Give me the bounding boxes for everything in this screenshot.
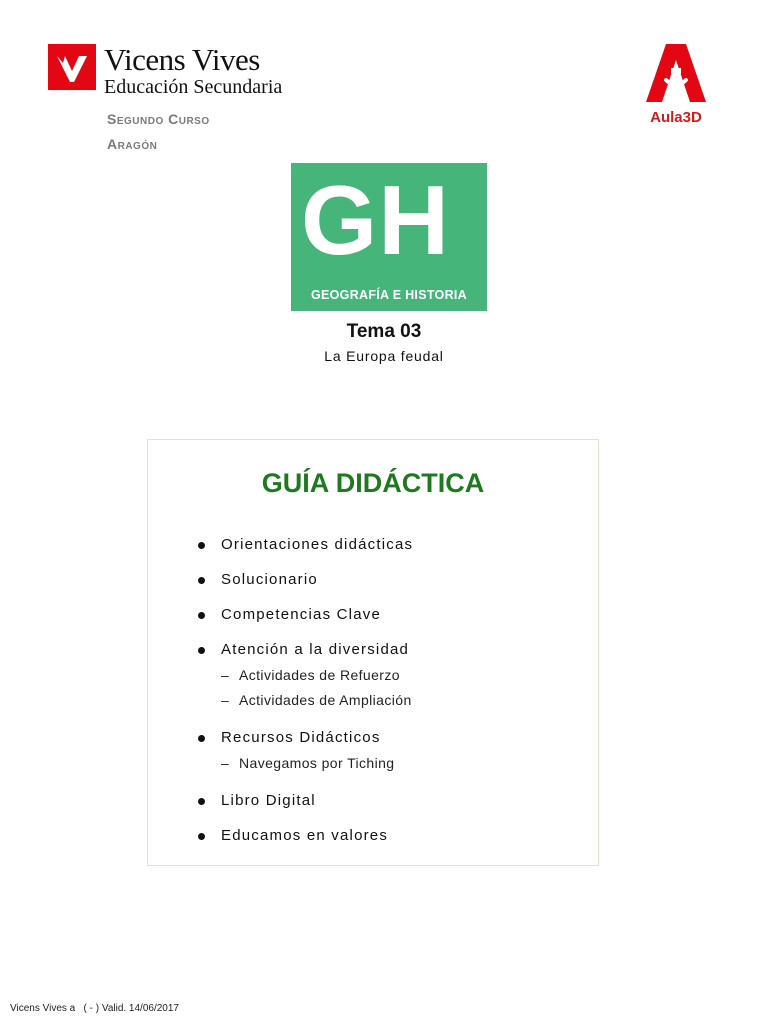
guide-sublist — [221, 751, 588, 776]
aula3d-logo — [640, 44, 712, 126]
guide-item-solucionario[interactable] — [198, 570, 588, 590]
dash-icon: – — [221, 755, 230, 771]
guide-list — [198, 535, 588, 861]
course-level: Segundo Curso — [107, 111, 210, 127]
unit-subtitle: La Europa feudal — [324, 348, 444, 364]
guide-title: GUÍA DIDÁCTICA — [261, 468, 485, 498]
footer-note: Vicens Vives a ( - ) Valid. 14/06/2017 — [10, 1003, 179, 1014]
guide-subitem-ampliacion[interactable] — [221, 688, 588, 713]
guide-item-atencion[interactable] — [198, 640, 588, 713]
bullet-icon — [198, 612, 205, 619]
guide-item-valores[interactable] — [198, 826, 588, 846]
course-info — [107, 107, 210, 157]
bullet-icon — [198, 542, 205, 549]
guide-subitem-label: Actividades de Ampliación — [239, 692, 412, 708]
subject-logo-letters: GH — [301, 165, 450, 275]
bullet-icon — [198, 647, 205, 654]
guide-item-libro-digital[interactable] — [198, 791, 588, 811]
vicens-vives-logo-icon — [48, 44, 96, 90]
bullet-icon — [198, 735, 205, 742]
guide-subitem-tiching[interactable] — [221, 751, 588, 776]
aula-a-icon — [644, 44, 708, 102]
guide-item-label: Orientaciones didácticas — [221, 536, 414, 553]
aula-prefix: Aula — [650, 109, 683, 126]
dash-icon: – — [221, 667, 230, 683]
guide-box — [147, 439, 599, 866]
aula-suffix: 3D — [682, 109, 702, 126]
bullet-icon — [198, 577, 205, 584]
guide-item-label: Atención a la diversidad — [221, 641, 410, 658]
subject-logo — [291, 163, 487, 311]
guide-item-competencias[interactable] — [198, 605, 588, 625]
guide-subitem-refuerzo[interactable] — [221, 663, 588, 688]
bullet-icon — [198, 798, 205, 805]
guide-sublist — [221, 663, 588, 713]
guide-subitem-label: Actividades de Refuerzo — [239, 667, 400, 683]
unit-title: Tema 03 — [346, 321, 422, 342]
dash-icon: – — [221, 692, 230, 708]
course-region: Aragón — [107, 136, 158, 152]
guide-item-label: Competencias Clave — [221, 606, 381, 623]
guide-item-recursos[interactable] — [198, 728, 588, 776]
publisher-name: Vicens Vives — [104, 42, 260, 77]
publisher-subtitle: Educación Secundaria — [104, 76, 283, 98]
subject-logo-caption: GEOGRAFÍA E HISTORIA — [310, 288, 467, 302]
guide-subitem-label: Navegamos por Tiching — [239, 755, 395, 771]
guide-item-label: Educamos en valores — [221, 827, 389, 844]
guide-item-orientaciones[interactable] — [198, 535, 588, 555]
aula3d-label — [640, 109, 712, 126]
guide-item-label: Solucionario — [221, 571, 318, 588]
bullet-icon — [198, 833, 205, 840]
guide-item-label: Libro Digital — [221, 792, 316, 809]
guide-item-label: Recursos Didácticos — [221, 729, 381, 746]
publisher-brand — [48, 44, 282, 97]
